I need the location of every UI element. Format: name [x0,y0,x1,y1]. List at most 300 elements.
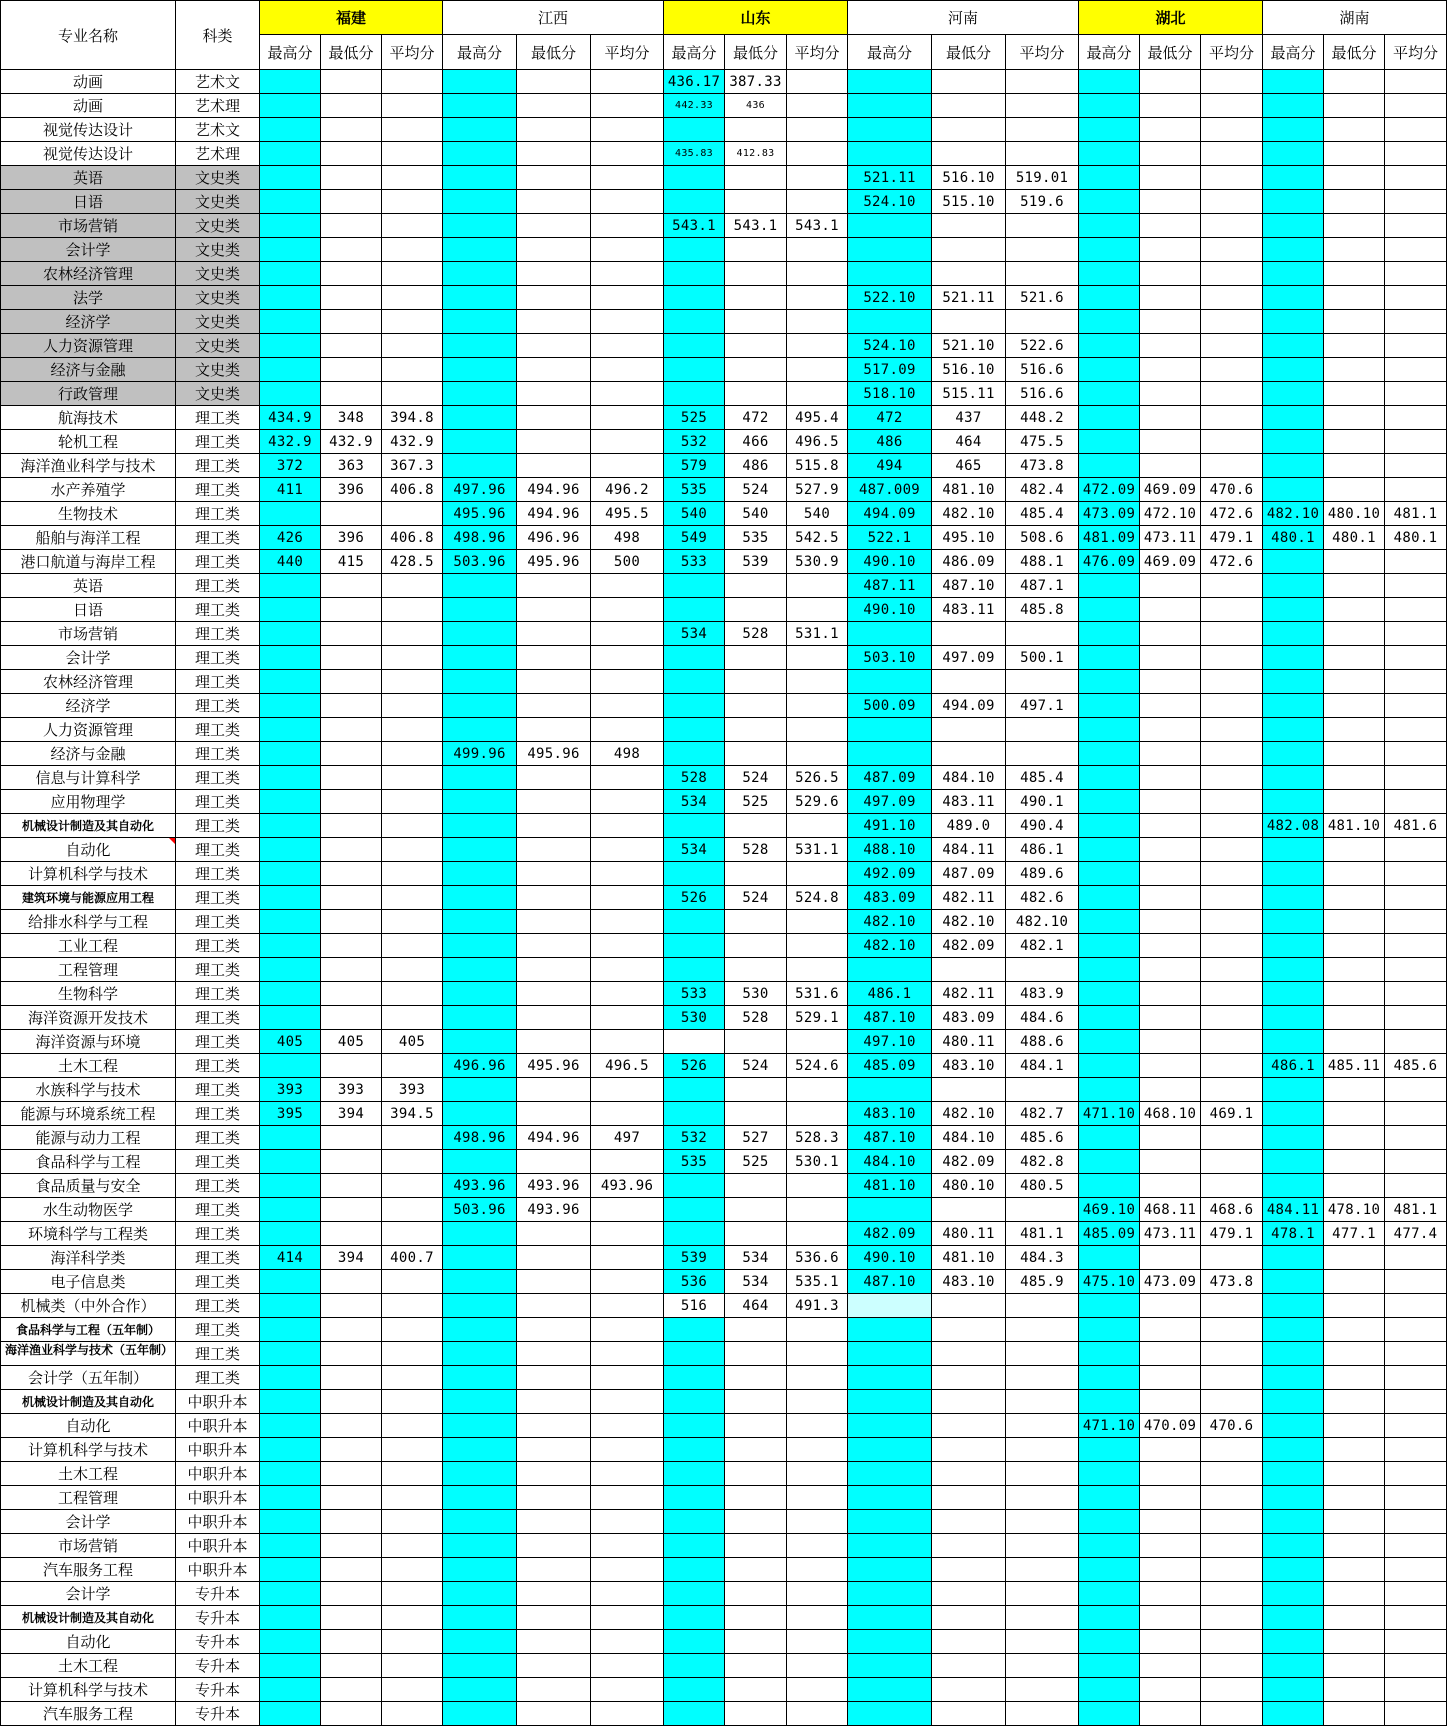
hunan-avg-score-cell[interactable]: 481.1 [1385,1198,1447,1222]
fujian-min-score-cell[interactable] [321,718,382,742]
henan-max-score-cell[interactable]: 491.10 [848,814,932,838]
shandong-min-score-cell[interactable]: 412.83 [725,142,787,166]
major-name-cell[interactable] [0,94,176,118]
jiangxi-min-score-cell[interactable] [517,1222,591,1246]
hunan-avg-score-cell[interactable] [1385,286,1447,310]
hunan-avg-score-cell[interactable] [1385,406,1447,430]
shandong-min-score-cell[interactable] [725,1342,787,1366]
fujian-avg-score-cell[interactable] [382,310,443,334]
hunan-avg-score-cell[interactable] [1385,1102,1447,1126]
category-cell[interactable]: 中职升本 [176,1462,260,1486]
shandong-max-score-cell[interactable] [664,1222,725,1246]
jiangxi-min-score-cell[interactable] [517,1678,591,1702]
category-cell[interactable]: 理工类 [176,406,260,430]
hubei-max-score-cell[interactable] [1079,382,1140,406]
shandong-min-score-cell[interactable] [725,1702,787,1726]
fujian-avg-score-cell[interactable]: 393 [382,1078,443,1102]
hunan-min-score-cell[interactable] [1324,1390,1385,1414]
henan-min-score-cell[interactable] [932,670,1006,694]
hubei-max-score-cell[interactable] [1079,406,1140,430]
jiangxi-avg-score-cell[interactable] [591,1462,664,1486]
jiangxi-avg-score-cell[interactable] [591,1678,664,1702]
henan-max-score-cell[interactable] [848,1582,932,1606]
fujian-avg-score-cell[interactable] [382,1678,443,1702]
hubei-avg-score-cell[interactable] [1201,1630,1263,1654]
jiangxi-min-score-cell[interactable] [517,94,591,118]
hunan-min-score-cell[interactable] [1324,454,1385,478]
jiangxi-max-score-header[interactable]: 最高分 [443,35,517,70]
jiangxi-avg-score-cell[interactable] [591,790,664,814]
fujian-max-score-cell[interactable] [260,238,321,262]
jiangxi-max-score-cell[interactable] [443,1366,517,1390]
hunan-min-score-cell[interactable] [1324,1294,1385,1318]
hubei-min-score-cell[interactable] [1140,958,1201,982]
category-cell[interactable]: 中职升本 [176,1390,260,1414]
henan-avg-score-cell[interactable] [1006,142,1079,166]
henan-max-score-cell[interactable]: 482.09 [848,1222,932,1246]
category-cell[interactable]: 理工类 [176,430,260,454]
major-name-cell[interactable] [0,1486,176,1510]
hubei-min-score-cell[interactable] [1140,1486,1201,1510]
major-name-cell[interactable] [0,934,176,958]
hubei-min-score-cell[interactable] [1140,166,1201,190]
hubei-min-score-cell[interactable] [1140,1054,1201,1078]
henan-min-score-cell[interactable]: 487.09 [932,862,1006,886]
category-cell[interactable]: 理工类 [176,694,260,718]
category-cell[interactable]: 专升本 [176,1678,260,1702]
category-cell[interactable]: 艺术理 [176,142,260,166]
hunan-avg-score-cell[interactable] [1385,910,1447,934]
shandong-min-score-cell[interactable] [725,1606,787,1630]
hubei-min-score-cell[interactable] [1140,934,1201,958]
hunan-min-score-cell[interactable] [1324,1414,1385,1438]
fujian-avg-score-cell[interactable] [382,670,443,694]
jiangxi-min-score-cell[interactable] [517,262,591,286]
shandong-max-score-cell[interactable] [664,190,725,214]
category-cell[interactable]: 文史类 [176,286,260,310]
hunan-min-score-cell[interactable] [1324,1702,1385,1726]
henan-max-score-cell[interactable]: 487.10 [848,1126,932,1150]
column-header-major[interactable]: 专业名称 [0,0,176,70]
hubei-max-score-cell[interactable] [1079,598,1140,622]
hubei-max-score-cell[interactable] [1079,1054,1140,1078]
shandong-avg-score-cell[interactable] [787,142,848,166]
jiangxi-min-score-cell[interactable] [517,70,591,94]
hunan-min-score-cell[interactable] [1324,310,1385,334]
jiangxi-min-score-cell[interactable] [517,574,591,598]
category-cell[interactable]: 理工类 [176,1246,260,1270]
category-cell[interactable]: 专升本 [176,1654,260,1678]
henan-avg-score-cell[interactable] [1006,118,1079,142]
hubei-avg-score-cell[interactable] [1201,1654,1263,1678]
shandong-avg-score-cell[interactable]: 535.1 [787,1270,848,1294]
hunan-max-score-cell[interactable] [1263,910,1324,934]
henan-avg-score-cell[interactable]: 489.6 [1006,862,1079,886]
henan-max-score-cell[interactable]: 487.10 [848,1006,932,1030]
category-cell[interactable]: 理工类 [176,1006,260,1030]
henan-max-score-cell[interactable]: 522.10 [848,286,932,310]
henan-min-score-cell[interactable]: 482.09 [932,1150,1006,1174]
fujian-max-score-cell[interactable] [260,934,321,958]
shandong-max-score-cell[interactable]: 535 [664,1150,725,1174]
hubei-min-score-cell[interactable] [1140,886,1201,910]
fujian-min-score-cell[interactable] [321,286,382,310]
henan-avg-score-cell[interactable] [1006,238,1079,262]
hunan-avg-score-cell[interactable] [1385,1390,1447,1414]
jiangxi-max-score-cell[interactable] [443,1102,517,1126]
hubei-max-score-cell[interactable] [1079,94,1140,118]
henan-min-score-cell[interactable]: 482.11 [932,982,1006,1006]
hubei-max-score-cell[interactable] [1079,1294,1140,1318]
shandong-min-score-cell[interactable]: 524 [725,1054,787,1078]
henan-max-score-cell[interactable]: 518.10 [848,382,932,406]
jiangxi-min-score-cell[interactable] [517,1006,591,1030]
henan-min-score-cell[interactable]: 486.09 [932,550,1006,574]
henan-min-score-cell[interactable]: 484.10 [932,766,1006,790]
henan-avg-score-cell[interactable] [1006,1654,1079,1678]
hunan-avg-score-cell[interactable] [1385,1246,1447,1270]
jiangxi-max-score-cell[interactable] [443,1030,517,1054]
hunan-max-score-cell[interactable] [1263,1462,1324,1486]
fujian-min-score-cell[interactable] [321,1630,382,1654]
fujian-min-score-cell[interactable] [321,1678,382,1702]
jiangxi-min-score-cell[interactable] [517,1654,591,1678]
henan-min-score-header[interactable]: 最低分 [932,35,1006,70]
henan-avg-score-cell[interactable]: 490.1 [1006,790,1079,814]
hunan-min-score-cell[interactable] [1324,838,1385,862]
shandong-max-score-cell[interactable] [664,1462,725,1486]
category-cell[interactable]: 理工类 [176,1150,260,1174]
hunan-min-score-cell[interactable] [1324,1438,1385,1462]
hubei-min-score-cell[interactable] [1140,1606,1201,1630]
hubei-max-score-cell[interactable] [1079,622,1140,646]
category-cell[interactable]: 理工类 [176,910,260,934]
hubei-max-score-cell[interactable] [1079,694,1140,718]
jiangxi-min-score-cell[interactable]: 495.96 [517,742,591,766]
hunan-avg-score-cell[interactable] [1385,1510,1447,1534]
fujian-max-score-cell[interactable] [260,598,321,622]
jiangxi-max-score-cell[interactable] [443,1558,517,1582]
jiangxi-max-score-cell[interactable] [443,1006,517,1030]
fujian-max-score-cell[interactable] [260,1654,321,1678]
henan-max-score-cell[interactable]: 500.09 [848,694,932,718]
shandong-max-score-cell[interactable] [664,1702,725,1726]
major-name-cell[interactable] [0,406,176,430]
category-cell[interactable]: 文史类 [176,190,260,214]
jiangxi-max-score-cell[interactable] [443,1078,517,1102]
shandong-max-score-cell[interactable] [664,358,725,382]
shandong-min-score-cell[interactable] [725,646,787,670]
hubei-avg-score-cell[interactable] [1201,1390,1263,1414]
jiangxi-avg-score-cell[interactable] [591,382,664,406]
hunan-min-score-cell[interactable] [1324,430,1385,454]
shandong-max-score-cell[interactable]: 530 [664,1006,725,1030]
fujian-min-score-cell[interactable] [321,1558,382,1582]
major-name-cell[interactable] [0,982,176,1006]
henan-max-score-cell[interactable] [848,1198,932,1222]
fujian-max-score-cell[interactable] [260,1054,321,1078]
hunan-max-score-cell[interactable] [1263,118,1324,142]
hubei-max-score-cell[interactable] [1079,334,1140,358]
jiangxi-avg-score-cell[interactable] [591,1078,664,1102]
major-name-cell[interactable] [0,502,176,526]
fujian-min-score-cell[interactable] [321,694,382,718]
hunan-min-score-cell[interactable] [1324,142,1385,166]
jiangxi-max-score-cell[interactable] [443,94,517,118]
jiangxi-max-score-cell[interactable] [443,766,517,790]
henan-max-score-cell[interactable] [848,1438,932,1462]
fujian-max-score-cell[interactable] [260,1006,321,1030]
henan-avg-score-cell[interactable]: 481.1 [1006,1222,1079,1246]
hubei-avg-score-cell[interactable] [1201,118,1263,142]
shandong-min-score-cell[interactable]: 466 [725,430,787,454]
fujian-avg-score-cell[interactable]: 432.9 [382,430,443,454]
hubei-min-score-cell[interactable] [1140,1630,1201,1654]
hunan-min-score-cell[interactable] [1324,1246,1385,1270]
fujian-max-score-cell[interactable] [260,1150,321,1174]
hunan-max-score-cell[interactable] [1263,790,1324,814]
fujian-min-score-cell[interactable] [321,1534,382,1558]
henan-avg-score-cell[interactable]: 482.8 [1006,1150,1079,1174]
category-cell[interactable]: 艺术理 [176,94,260,118]
jiangxi-min-score-cell[interactable] [517,454,591,478]
jiangxi-min-score-cell[interactable] [517,814,591,838]
henan-max-score-cell[interactable] [848,1390,932,1414]
henan-min-score-cell[interactable]: 516.10 [932,166,1006,190]
shandong-max-score-cell[interactable] [664,334,725,358]
henan-min-score-cell[interactable] [932,1366,1006,1390]
fujian-min-score-cell[interactable] [321,118,382,142]
jiangxi-min-score-cell[interactable] [517,382,591,406]
hunan-max-score-cell[interactable] [1263,622,1324,646]
fujian-avg-score-cell[interactable] [382,646,443,670]
hunan-min-score-cell[interactable] [1324,934,1385,958]
hunan-max-score-cell[interactable] [1263,286,1324,310]
fujian-min-score-cell[interactable] [321,1414,382,1438]
hunan-min-score-cell[interactable] [1324,1510,1385,1534]
jiangxi-avg-score-cell[interactable] [591,1198,664,1222]
jiangxi-avg-score-cell[interactable] [591,886,664,910]
fujian-avg-score-cell[interactable] [382,1294,443,1318]
jiangxi-avg-score-cell[interactable] [591,1246,664,1270]
shandong-max-score-cell[interactable]: 442.33 [664,94,725,118]
hubei-min-score-cell[interactable] [1140,1438,1201,1462]
hubei-avg-score-cell[interactable] [1201,766,1263,790]
hunan-avg-score-cell[interactable] [1385,238,1447,262]
henan-avg-score-cell[interactable] [1006,1582,1079,1606]
hubei-max-score-cell[interactable] [1079,790,1140,814]
hunan-min-score-cell[interactable] [1324,742,1385,766]
hubei-min-score-cell[interactable] [1140,406,1201,430]
major-name-cell[interactable] [0,1030,176,1054]
hubei-min-score-cell[interactable]: 473.09 [1140,1270,1201,1294]
jiangxi-min-score-cell[interactable] [517,1462,591,1486]
major-name-cell[interactable] [0,1678,176,1702]
shandong-avg-score-cell[interactable] [787,694,848,718]
hunan-max-score-cell[interactable] [1263,166,1324,190]
jiangxi-min-score-cell[interactable] [517,1630,591,1654]
fujian-avg-score-cell[interactable] [382,598,443,622]
jiangxi-avg-score-cell[interactable]: 496.2 [591,478,664,502]
category-cell[interactable]: 理工类 [176,1294,260,1318]
fujian-min-score-cell[interactable] [321,982,382,1006]
jiangxi-avg-score-cell[interactable] [591,718,664,742]
fujian-avg-score-cell[interactable] [382,1006,443,1030]
hubei-max-score-cell[interactable] [1079,1150,1140,1174]
major-name-cell[interactable] [0,622,176,646]
jiangxi-max-score-cell[interactable] [443,1342,517,1366]
fujian-avg-score-cell[interactable] [382,1534,443,1558]
fujian-min-score-cell[interactable] [321,838,382,862]
category-cell[interactable]: 中职升本 [176,1438,260,1462]
hunan-min-score-cell[interactable] [1324,790,1385,814]
fujian-min-score-cell[interactable] [321,790,382,814]
shandong-max-score-cell[interactable]: 533 [664,550,725,574]
shandong-min-score-cell[interactable]: 524 [725,886,787,910]
jiangxi-max-score-cell[interactable] [443,1294,517,1318]
shandong-avg-score-cell[interactable] [787,1222,848,1246]
jiangxi-avg-score-cell[interactable]: 498 [591,526,664,550]
category-cell[interactable]: 理工类 [176,526,260,550]
hubei-avg-score-cell[interactable] [1201,430,1263,454]
henan-avg-score-cell[interactable]: 521.6 [1006,286,1079,310]
fujian-avg-score-cell[interactable] [382,502,443,526]
henan-max-score-cell[interactable] [848,1654,932,1678]
shandong-avg-score-cell[interactable] [787,958,848,982]
fujian-max-score-cell[interactable]: 372 [260,454,321,478]
jiangxi-avg-score-cell[interactable] [591,1486,664,1510]
shandong-avg-score-cell[interactable] [787,310,848,334]
fujian-avg-score-cell[interactable] [382,118,443,142]
category-cell[interactable]: 文史类 [176,334,260,358]
henan-avg-score-cell[interactable]: 484.3 [1006,1246,1079,1270]
henan-min-score-cell[interactable]: 482.10 [932,1102,1006,1126]
hunan-min-score-cell[interactable] [1324,214,1385,238]
henan-avg-score-cell[interactable]: 486.1 [1006,838,1079,862]
jiangxi-avg-score-cell[interactable] [591,1030,664,1054]
henan-min-score-cell[interactable] [932,1390,1006,1414]
fujian-min-score-cell[interactable] [321,1606,382,1630]
jiangxi-avg-score-cell[interactable] [591,166,664,190]
category-cell[interactable]: 理工类 [176,478,260,502]
hunan-avg-score-cell[interactable] [1385,1294,1447,1318]
hunan-avg-score-cell[interactable] [1385,70,1447,94]
shandong-avg-score-cell[interactable]: 543.1 [787,214,848,238]
major-name-cell[interactable] [0,862,176,886]
hubei-avg-score-cell[interactable] [1201,1054,1263,1078]
jiangxi-avg-score-cell[interactable]: 497 [591,1126,664,1150]
shandong-avg-score-cell[interactable] [787,1174,848,1198]
fujian-max-score-cell[interactable] [260,1390,321,1414]
jiangxi-avg-score-cell[interactable]: 496.5 [591,1054,664,1078]
henan-avg-score-cell[interactable]: 487.1 [1006,574,1079,598]
shandong-min-score-cell[interactable] [725,1366,787,1390]
henan-avg-score-cell[interactable] [1006,1198,1079,1222]
jiangxi-max-score-cell[interactable] [443,238,517,262]
fujian-min-score-cell[interactable] [321,574,382,598]
henan-min-score-cell[interactable] [932,1486,1006,1510]
hubei-min-score-cell[interactable] [1140,646,1201,670]
shandong-min-score-cell[interactable]: 524 [725,766,787,790]
henan-avg-score-cell[interactable]: 485.8 [1006,598,1079,622]
shandong-avg-score-header[interactable]: 平均分 [787,35,848,70]
jiangxi-max-score-cell[interactable] [443,142,517,166]
jiangxi-min-score-cell[interactable] [517,286,591,310]
hunan-max-score-cell[interactable] [1263,94,1324,118]
category-cell[interactable]: 理工类 [176,886,260,910]
hunan-avg-score-cell[interactable] [1385,382,1447,406]
category-cell[interactable]: 中职升本 [176,1414,260,1438]
hubei-max-score-cell[interactable] [1079,742,1140,766]
hubei-max-score-cell[interactable] [1079,1246,1140,1270]
shandong-max-score-cell[interactable] [664,1438,725,1462]
shandong-max-score-cell[interactable] [664,598,725,622]
hunan-min-score-cell[interactable] [1324,1318,1385,1342]
fujian-min-score-cell[interactable] [321,1654,382,1678]
henan-avg-score-cell[interactable]: 488.6 [1006,1030,1079,1054]
jiangxi-max-score-cell[interactable] [443,214,517,238]
henan-min-score-cell[interactable]: 484.11 [932,838,1006,862]
hubei-max-score-cell[interactable] [1079,1534,1140,1558]
fujian-min-score-cell[interactable] [321,190,382,214]
fujian-avg-score-cell[interactable]: 405 [382,1030,443,1054]
fujian-max-score-cell[interactable] [260,118,321,142]
hubei-min-score-cell[interactable] [1140,1582,1201,1606]
shandong-min-score-cell[interactable] [725,814,787,838]
shandong-avg-score-cell[interactable] [787,1654,848,1678]
shandong-min-score-cell[interactable] [725,1558,787,1582]
henan-avg-score-cell[interactable] [1006,622,1079,646]
fujian-max-score-cell[interactable] [260,1702,321,1726]
jiangxi-min-score-cell[interactable] [517,934,591,958]
shandong-avg-score-cell[interactable]: 526.5 [787,766,848,790]
henan-avg-score-cell[interactable]: 448.2 [1006,406,1079,430]
shandong-max-score-cell[interactable] [664,694,725,718]
shandong-min-score-cell[interactable] [725,238,787,262]
hubei-max-score-cell[interactable] [1079,982,1140,1006]
hubei-min-score-cell[interactable]: 473.11 [1140,526,1201,550]
henan-max-score-cell[interactable]: 487.009 [848,478,932,502]
category-cell[interactable]: 艺术文 [176,118,260,142]
fujian-min-score-cell[interactable] [321,262,382,286]
jiangxi-max-score-cell[interactable] [443,1582,517,1606]
hunan-min-score-cell[interactable] [1324,1558,1385,1582]
hunan-avg-score-cell[interactable] [1385,358,1447,382]
henan-min-score-cell[interactable]: 465 [932,454,1006,478]
hunan-avg-score-cell[interactable] [1385,1006,1447,1030]
shandong-max-score-cell[interactable] [664,310,725,334]
hubei-min-score-cell[interactable]: 470.09 [1140,1414,1201,1438]
hubei-min-score-cell[interactable] [1140,1126,1201,1150]
shandong-avg-score-cell[interactable]: 495.4 [787,406,848,430]
henan-avg-score-cell[interactable] [1006,1318,1079,1342]
henan-min-score-cell[interactable]: 480.11 [932,1030,1006,1054]
jiangxi-min-score-cell[interactable] [517,670,591,694]
shandong-avg-score-cell[interactable] [787,1582,848,1606]
hubei-min-score-cell[interactable] [1140,574,1201,598]
hubei-avg-score-cell[interactable]: 470.6 [1201,1414,1263,1438]
major-name-cell[interactable] [0,190,176,214]
hubei-avg-score-cell[interactable] [1201,958,1263,982]
hubei-min-score-cell[interactable] [1140,982,1201,1006]
shandong-max-score-cell[interactable]: 536 [664,1270,725,1294]
shandong-min-score-header[interactable]: 最低分 [725,35,787,70]
hunan-avg-score-cell[interactable] [1385,454,1447,478]
fujian-min-score-cell[interactable]: 348 [321,406,382,430]
jiangxi-avg-score-cell[interactable] [591,814,664,838]
hunan-min-score-cell[interactable] [1324,862,1385,886]
jiangxi-max-score-cell[interactable] [443,1678,517,1702]
